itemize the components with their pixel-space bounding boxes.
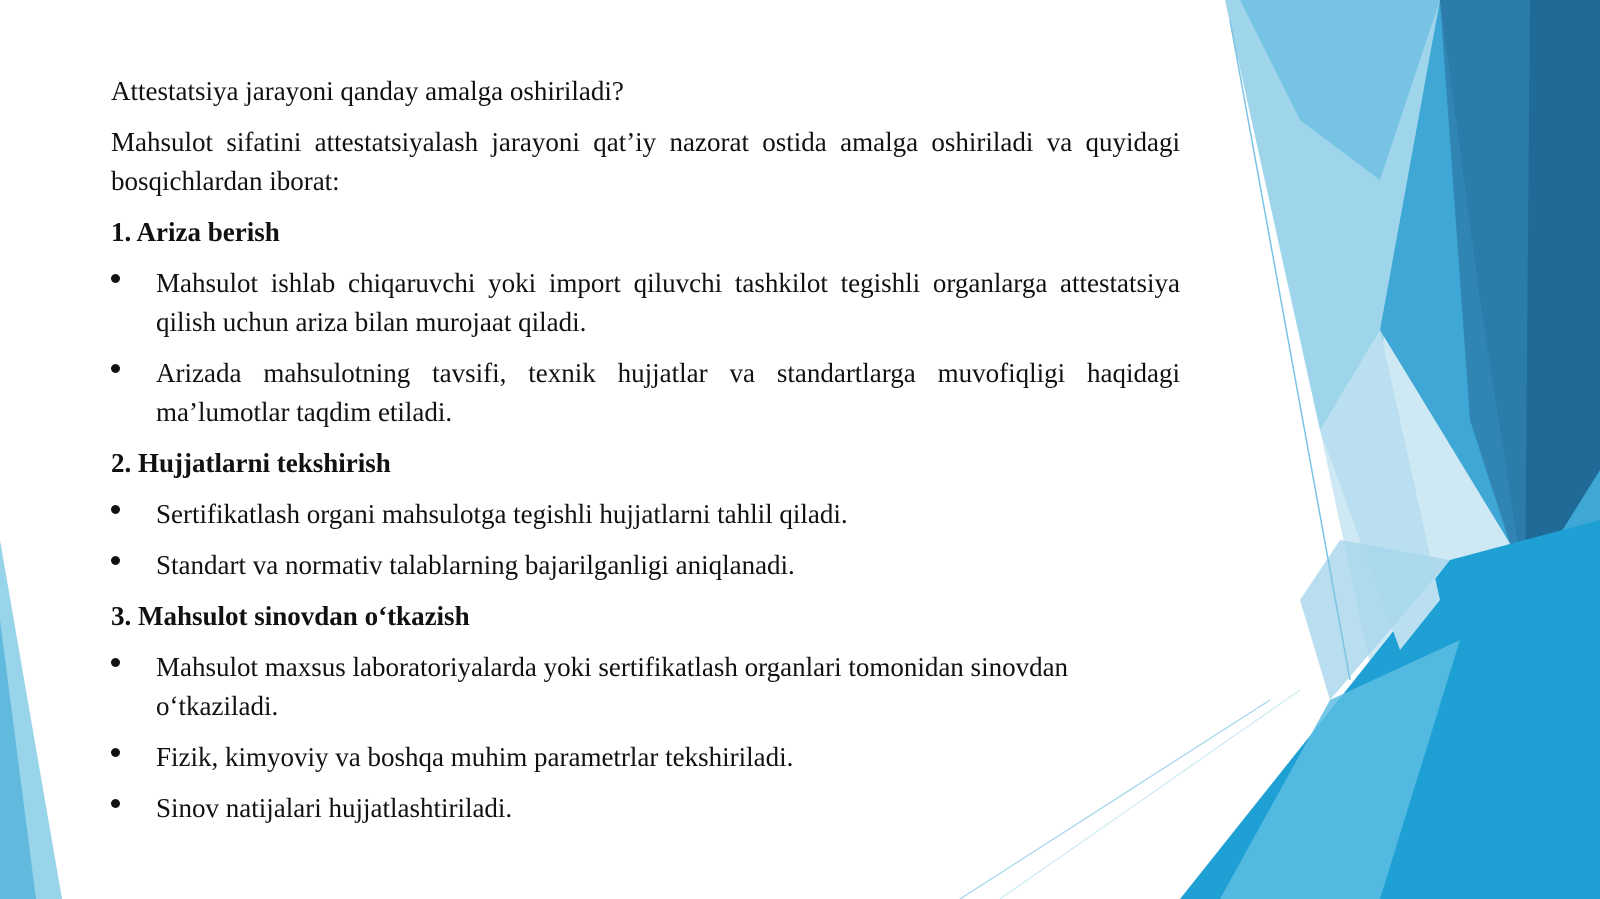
- intro-paragraph: Mahsulot sifatini attestatsiyalash jarayoni qat’iy nazorat ostida amalga oshiriladi va quyidagi bosqichlardan iborat:: [111, 127, 1180, 196]
- bullet-item: [111, 495, 1180, 534]
- section-3: [111, 597, 1180, 828]
- bullet-text: Mahsulot ishlab chiqaruvchi yoki import qiluvchi tashkilot tegishli organlarga attestatsiya qilish uchun ariza bilan murojaat qiladi.: [156, 268, 1180, 337]
- bullet-item: [111, 264, 1180, 342]
- section-1: [111, 213, 1180, 432]
- bullet-text: Fizik, kimyoviy va boshqa muhim parametrlar tekshiriladi.: [156, 742, 794, 772]
- section-heading: 3. Mahsulot sinovdan o‘tkazish: [111, 601, 470, 631]
- slide-content: [111, 72, 1180, 840]
- bullet-text: Arizada mahsulotning tavsifi, texnik hujjatlar va standartlarga muvofiqligi haqidagi ma’lumotlar taqdim etiladi.: [156, 358, 1180, 427]
- bullet-item: [111, 738, 1180, 777]
- bullet-dot-icon: [111, 274, 120, 283]
- bullet-dot-icon: [111, 364, 120, 373]
- bullet-dot-icon: [111, 799, 120, 808]
- bullet-dot-icon: [111, 505, 120, 514]
- bullet-dot-icon: [111, 658, 120, 667]
- bullet-text: Sertifikatlash organi mahsulotga tegishli hujjatlarni tahlil qiladi.: [156, 499, 848, 529]
- bullet-list: [111, 648, 1180, 828]
- bullet-dot-icon: [111, 556, 120, 565]
- bullet-dot-icon: [111, 748, 120, 757]
- bullet-list: [111, 495, 1180, 585]
- bullet-item: [111, 648, 1180, 726]
- section-heading: 2. Hujjatlarni tekshirish: [111, 448, 391, 478]
- bullet-item: [111, 546, 1180, 585]
- bullet-text: Standart va normativ talablarning bajarilganligi aniqlanadi.: [156, 550, 795, 580]
- bullet-text: Mahsulot maxsus laboratoriyalarda yoki sertifikatlash organlari tomonidan sinovdan o‘tkaziladi.: [156, 652, 1069, 721]
- bullet-item: [111, 354, 1180, 432]
- section-2: [111, 444, 1180, 585]
- bullet-item: [111, 789, 1180, 828]
- question-line: Attestatsiya jarayoni qanday amalga oshiriladi?: [111, 76, 624, 106]
- bullet-text: Sinov natijalari hujjatlashtiriladi.: [156, 793, 513, 823]
- section-heading: 1. Ariza berish: [111, 217, 280, 247]
- bullet-list: [111, 264, 1180, 432]
